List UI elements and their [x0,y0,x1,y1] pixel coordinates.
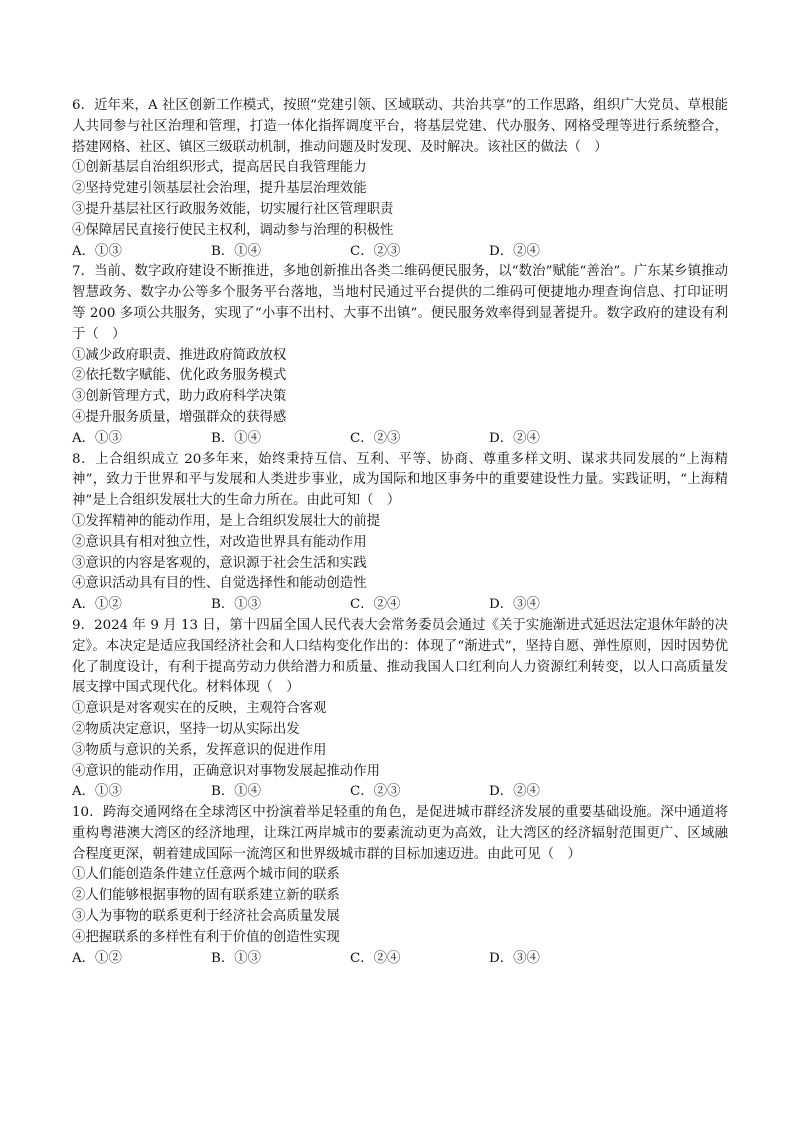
statement-2: ②依托数字赋能、优化政务服务模式 [72,368,287,384]
choice-a: A．①② [72,950,122,966]
choice-c: C．②③ [350,784,401,800]
statement-3: ③意识的内容是客观的，意识源于社会生活和实践 [72,555,367,571]
question-7 [72,262,728,449]
choice-b: B．①④ [211,784,262,800]
answer-choices [72,595,728,616]
question-9 [72,616,728,803]
answer-choices [72,949,728,970]
statement-4: ④意识活动具有目的性、自觉选择性和能动创造性 [72,576,367,592]
statement-1: ①人们能创造条件建立任意两个城市间的联系 [72,867,340,883]
question-10 [72,803,728,969]
choice-d: D．②④ [489,243,540,259]
statement-1: ①减少政府职责、推进政府简政放权 [72,347,287,363]
choice-d: D．③④ [489,597,540,613]
statement-3: ③人为事物的联系更利于经济社会高质量发展 [72,909,340,925]
statement-1: ①发挥精神的能动作用，是上合组织发展壮大的前提 [72,513,380,529]
choice-a: A．①③ [72,430,122,446]
statement-3: ③创新管理方式，助力政府科学决策 [72,389,287,405]
statement-2: ②物质决定意识，坚持一切从实际出发 [72,721,300,737]
statement-3: ③物质与意识的关系，发挥意识的促进作用 [72,742,327,758]
question-stem: 8．上合组织成立 20多年来，始终秉持互信、互利、平等、协商、尊重多样文明、谋求共同发展的“上海精神”，致力于世界和平与发展和人类进步事业，成为国际和地区事务中的重要建设性力量。实践证明，“上海精神”是上合组织发展壮大的生命力所在。由此可知（ ） [72,451,728,509]
choice-d: D．②④ [489,430,540,446]
choice-b: B．①③ [211,950,262,966]
statement-2: ②意识具有相对独立性，对改造世界具有能动作用 [72,534,367,550]
choice-c: C．②④ [350,597,401,613]
answer-choices [72,242,728,263]
statement-2: ②人们能够根据事物的固有联系建立新的联系 [72,888,340,904]
choice-c: C．②③ [350,430,401,446]
choice-c: C．②③ [350,243,401,259]
choice-a: A．①③ [72,243,122,259]
statement-3: ③提升基层社区行政服务效能，切实履行社区管理职责 [72,201,394,217]
choice-d: D．③④ [489,950,540,966]
exam-page [72,96,728,969]
choice-a: A．①② [72,597,122,613]
statement-4: ④意识的能动作用，正确意识对事物发展起推动作用 [72,763,380,779]
choice-b: B．①④ [211,243,262,259]
choice-b: B．①④ [211,430,262,446]
statement-1: ①意识是对客观实在的反映，主观符合客观 [72,701,327,717]
statement-4: ④提升服务质量，增强群众的获得感 [72,409,287,425]
answer-choices [72,429,728,450]
statement-1: ①创新基层自治组织形式，提高居民自我管理能力 [72,160,367,176]
choice-b: B．①③ [211,597,262,613]
choice-d: D．②④ [489,784,540,800]
choice-a: A．①③ [72,784,122,800]
question-stem: 9．2024 年 9 月 13 日，第十四届全国人民代表大会常务委员会通过《关于实施渐进式延迟法定退休年龄的决定》。本决定是适应我国经济社会和人口结构变化作出的：体现了“渐进式”，坚持自愿、弹性原则，因时因势优化了制度设计，有利于提高劳动力供给潜力和质量、推动我国人口红利向人力资源红利转变，以人口高质量发展支撑中国式现代化。材料体现（ ） [72,617,728,696]
choice-c: C．②④ [350,950,401,966]
statement-2: ②坚持党建引领基层社会治理，提升基层治理效能 [72,181,367,197]
statement-4: ④保障居民直接行使民主权利，调动参与治理的积极性 [72,222,394,238]
question-stem: 6．近年来，A 社区创新工作模式，按照“党建引领、区域联动、共治共享”的工作思路，组织广大党员、草根能人共同参与社区治理和管理，打造一体化指挥调度平台，将基层党建、代办服务、网格受理等进行系统整合，搭建网格、社区、镇区三级联动机制，推动问题及时发现、及时解决。该社区的做法（ ） [72,98,728,155]
question-stem: 10．跨海交通网络在全球湾区中扮演着举足轻重的角色，是促进城市群经济发展的重要基础设施。深中通道将重构粤港澳大湾区的经济地理，让珠江两岸城市的要素流动更为高效，让大湾区的经济辐射范围更广、区域融合程度更深，朝着建成国际一流湾区和世界级城市群的目标加速迈进。由此可见（ ） [72,805,728,862]
question-stem: 7．当前、数字政府建设不断推进，多地创新推出各类二维码便民服务，以“数治”赋能“善治”。广东某乡镇推动智慧政务、数字办公等多个服务平台落地，当地村民通过平台提供的二维码可便捷地办理查询信息、打印证明等 200 多项公共服务，实现了“小事不出村、大事不出镇”。便民服务效率得到显著提升。数字政府的建设有利于（ ） [72,264,728,342]
question-6 [72,96,728,262]
statement-4: ④把握联系的多样性有利于价值的创造性实现 [72,929,340,945]
answer-choices [72,782,728,803]
question-8 [72,450,728,616]
